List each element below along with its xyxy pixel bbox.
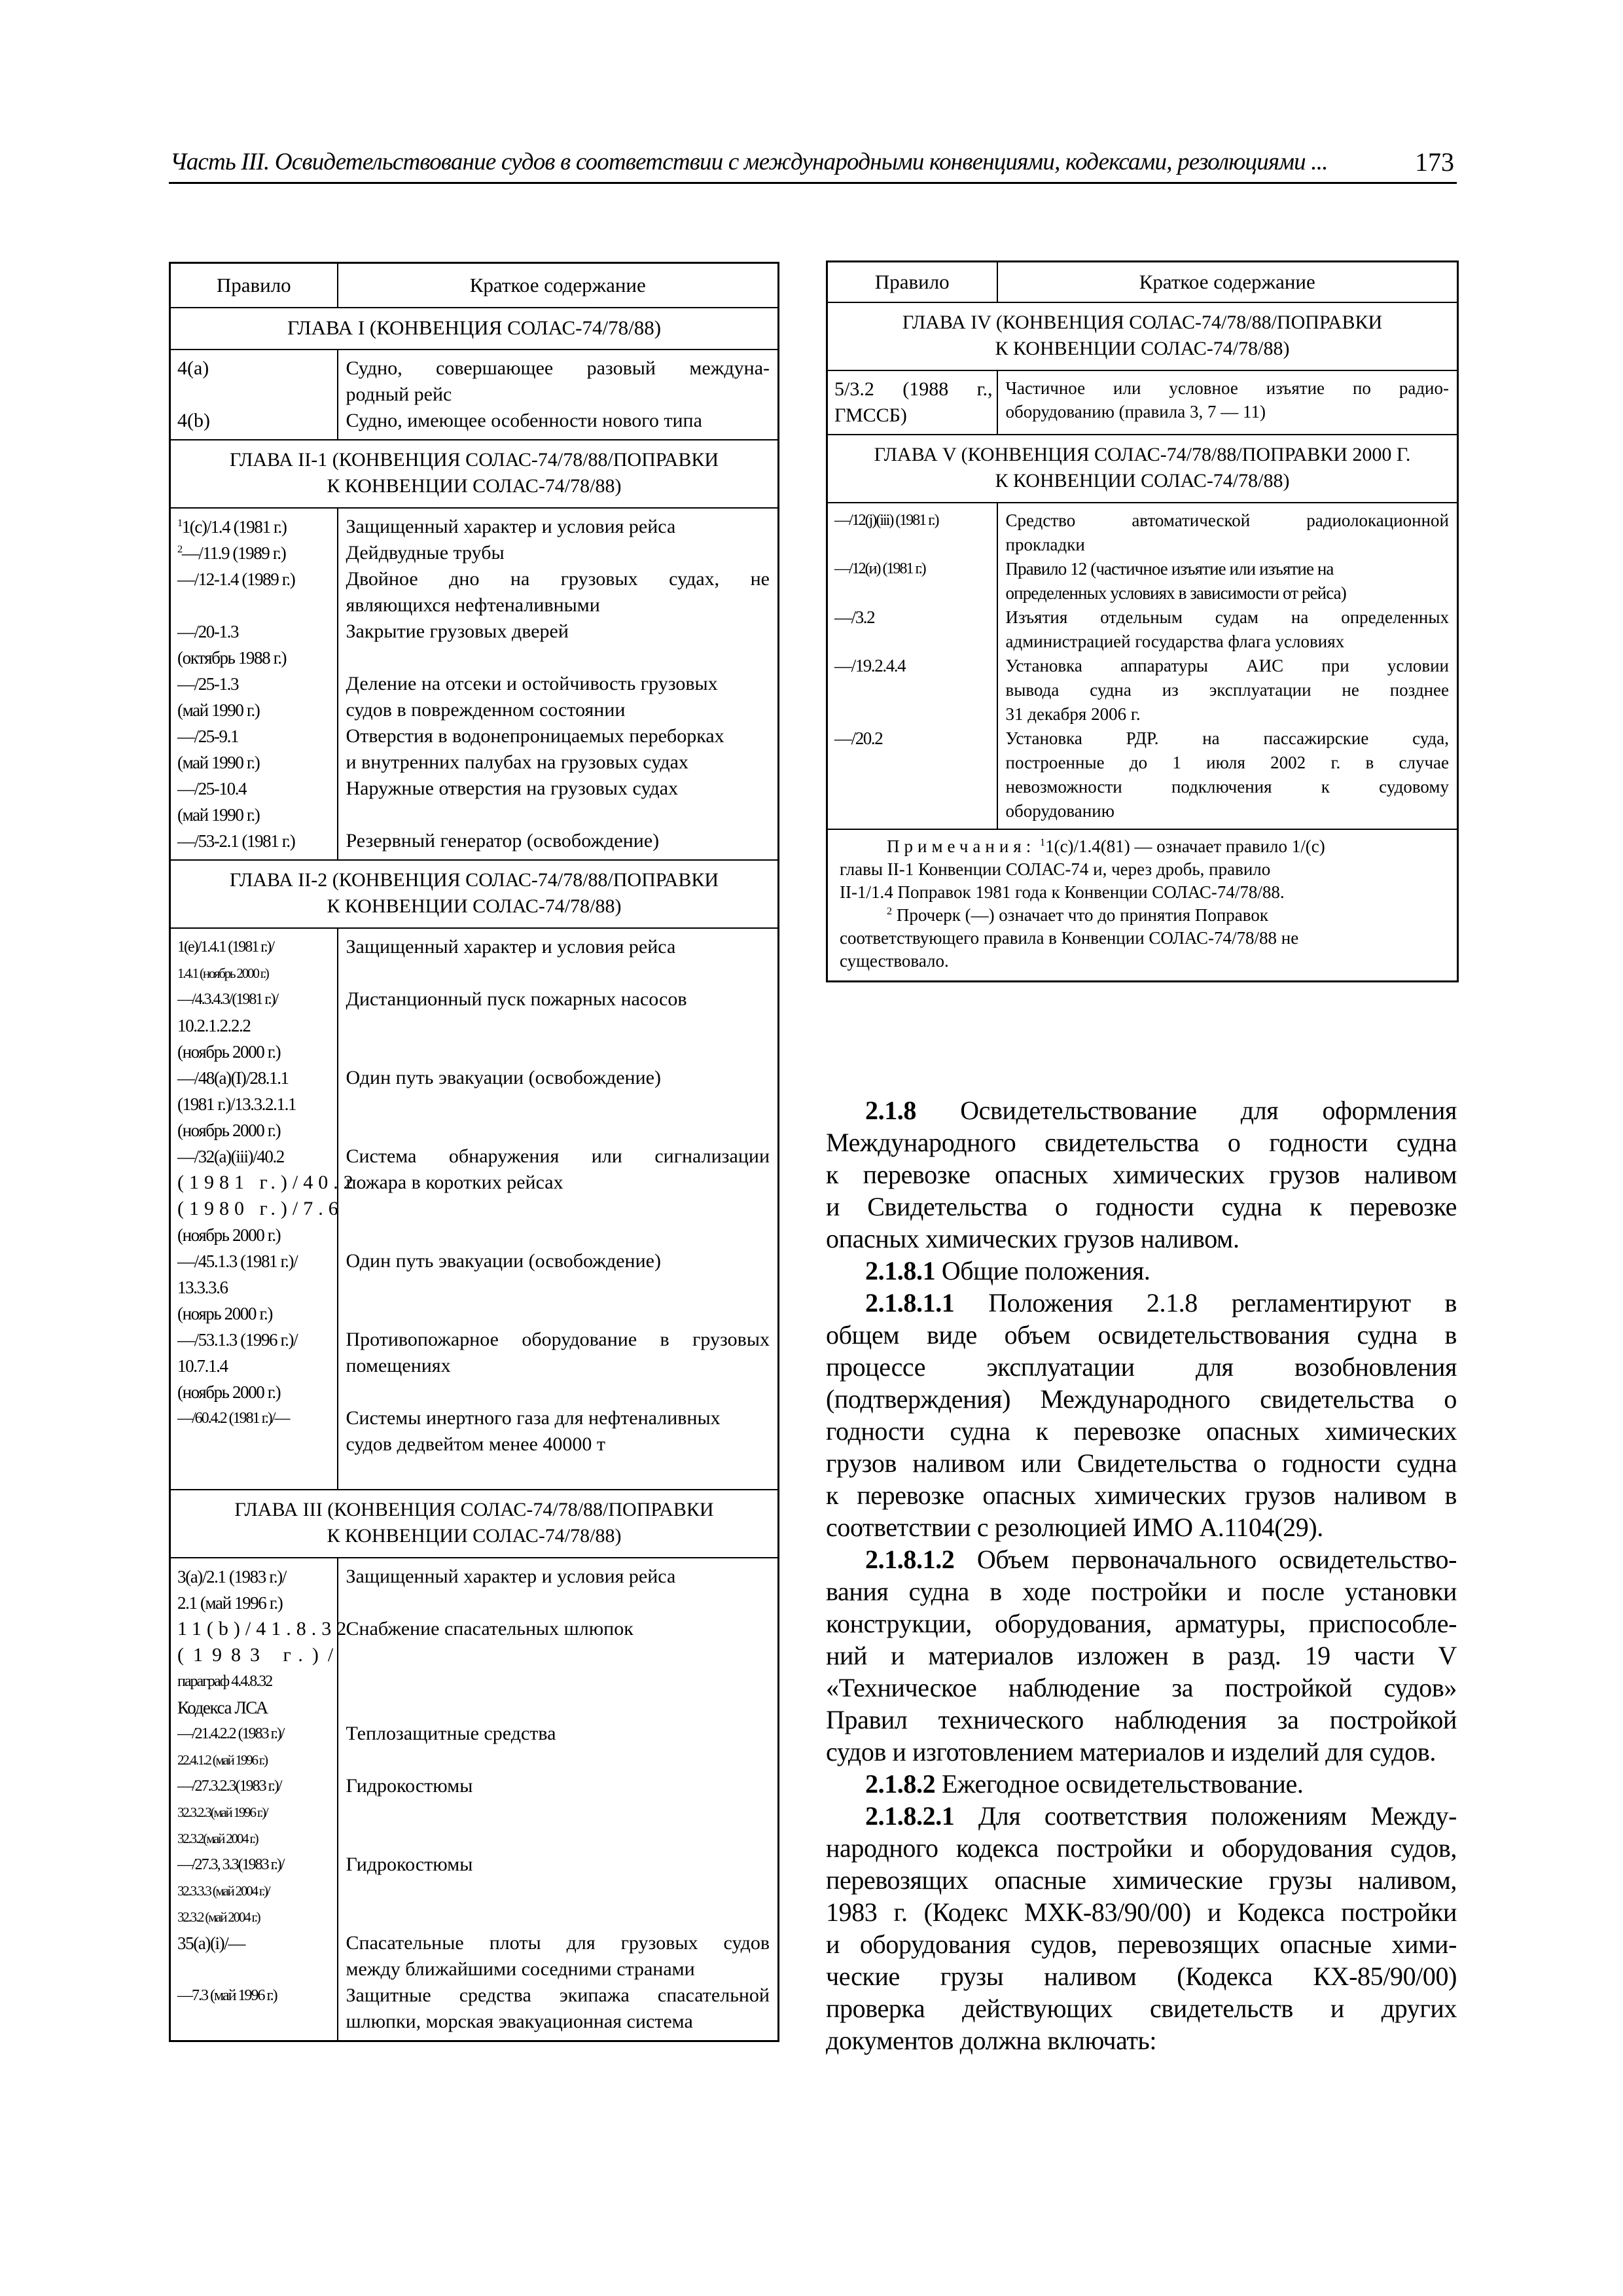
rule-cell: —/12(j)(iii) (1981 г.) —/12(и) (1981 г.) —/3.2 —/19.2.4.4 —/20.2 xyxy=(827,503,997,829)
text-line xyxy=(826,1479,1457,1511)
text-line xyxy=(826,1640,1457,1672)
text-content: конструкции, оборудования, арматуры, приспособле- xyxy=(826,1609,1457,1638)
chapter-heading-row xyxy=(170,308,779,350)
text-line xyxy=(826,1607,1457,1640)
rule-cell: 1(e)/1.4.1 (1981 г.)/ 1.4.1 (ноябрь 2000 г.) —/4.3.4.3/(1981 г.)/ 10.2.1.2.2.2 (ноябрь 2000 г.) —/48(a)(I)/28.1.1 (1981 г.)/13.3.2.1.1 (ноябрь 2000 г.) —/32(a)(iii)/40.2 (1981 г.)/40.2 (1980 г.)/7.6 (ноябрь 2000 г.) —/45.1.3 (1981 г.)/ 13.3.3.6 (ноярь 2000 г.) —/53.1.3 (1996 г.)/ 10.7.1.4 (ноябрь 2000 г.) —/60.4.2 (1981 г.)/— xyxy=(170,928,338,1490)
summary-cell: Защищенный характер и условия рейса Снабжение спасательных шлюпок Теплозащитные средства Гидрокостюмы Гидрокостюмы Спасательные плоты для грузовых судов между ближайшими соседними странами Защитные средства экипажа спасательной шлюпки, морская эвакуационная система xyxy=(338,1558,779,2041)
chapter-heading-1: ГЛАВА I (КОНВЕНЦИЯ СОЛАС-74/78/88) xyxy=(170,308,779,350)
section-number: 2.1.8.2 xyxy=(865,1769,936,1799)
text-line xyxy=(826,1992,1457,2024)
text-content: ческие грузы наливом (Кодекса КХ-85/90/00) xyxy=(826,1962,1457,1991)
chapter-heading-2-2: ГЛАВА II-2 (КОНВЕНЦИЯ СОЛАС-74/78/88/ПОПРАВКИ К КОНВЕНЦИИ СОЛАС-74/78/88) xyxy=(170,860,779,928)
summary-cell: Защищенный характер и условия рейса Дейдвудные трубы Двойное дно на грузовых судах, не являющихся нефтеналивными Закрытие грузовых дверей Деление на отсеки и остойчивость грузовых судов в поврежденном состоянии Отверстия в водонепроницаемых переборках и внутренних палубах на грузовых судах Наружные отверстия на грузовых судах Резервный генератор (освобождение) xyxy=(338,508,779,860)
table-row xyxy=(827,370,1458,435)
text-line xyxy=(826,1319,1457,1351)
col-header-rule: Правило xyxy=(827,262,997,303)
left-rules-table xyxy=(169,262,779,2042)
text-content: процессе эксплуатации для возобновления xyxy=(826,1352,1457,1382)
text-content: (подтверждения) Международного свидетельства о xyxy=(826,1384,1457,1414)
text-content: к перевозке опасных химических грузов наливом в xyxy=(826,1480,1457,1510)
summary-cell: Средство автоматической радиолокационной прокладки Правило 12 (частичное изъятие или изъятие на определенных условиях в зависимости от рейса) Изъятия отдельным судам на определенных администрацией государства флага условиях Установка аппаратуры АИС при условии вывода судна из эксплуатации не позднее 31 декабря 2006 г. Установка РДР. на пассажирские суда, построенные до 1 июля 2002 г. в случае невозможности подключения к судовому оборудованию xyxy=(997,503,1458,829)
paragraph-start-line xyxy=(826,1094,1457,1126)
table-row xyxy=(170,350,779,440)
text-content: документов должна включать: xyxy=(826,2026,1157,2055)
text-line xyxy=(826,2024,1457,2056)
chapter-heading-3: ГЛАВА III (КОНВЕНЦИЯ СОЛАС-74/78/88/ПОПРАВКИ К КОНВЕНЦИИ СОЛАС-74/78/88) xyxy=(170,1490,779,1558)
page-number: 173 xyxy=(1415,147,1454,177)
text-content: Ежегодное освидетельствование. xyxy=(941,1769,1304,1799)
table-row xyxy=(827,503,1458,829)
text-content: и Свидетельства о годности судна к перевозке xyxy=(826,1192,1457,1221)
table-row xyxy=(170,1558,779,2041)
text-content: Положения 2.1.8 регламентируют в xyxy=(988,1288,1457,1318)
text-line xyxy=(826,1447,1457,1479)
chapter-heading-row xyxy=(827,302,1458,370)
text-line xyxy=(826,1511,1457,1543)
text-line xyxy=(826,1672,1457,1704)
text-content: Для соответствия положениям Между- xyxy=(978,1801,1457,1831)
text-content: опасных химических грузов наливом. xyxy=(826,1224,1240,1253)
body-text xyxy=(826,1094,1457,2056)
text-content: судов и изготовлением материалов и изделий для судов. xyxy=(826,1737,1436,1767)
table-header-row xyxy=(827,262,1458,303)
summary-cell: Судно, совершающее разовый междуна- родный рейс Судно, имеющее особенности нового типа xyxy=(338,350,779,440)
text-line xyxy=(826,1158,1457,1191)
text-content: вания судна в ходе постройки и после установки xyxy=(826,1577,1457,1606)
rule-cell: 3(a)/2.1 (1983 г.)/ 2.1 (май 1996 г.) 11(b)/41.8.32 (1983 г.)/ параграф 4.4.8.32 Кодекса ЛСА —/21.4.2.2 (1983 г.)/ 22.4.1.2 (май 1996 г.) —/27.3.2.3(1983 г.)/ 32.3.2.3(май 1996 г.)/ 32.3.2(май 2004 г.) —/27.3, 3.3(1983 г.)/ 32.3.3.3 (май 2004 г.)/ 32.3.2 (май 2004 г.) 35(a)(i)/— —7.3 (май 1996 г.) xyxy=(170,1558,338,2041)
text-line xyxy=(826,1960,1457,1992)
chapter-heading-5: ГЛАВА V (КОНВЕНЦИЯ СОЛАС-74/78/88/ПОПРАВКИ 2000 Г. К КОНВЕНЦИИ СОЛАС-74/78/88) xyxy=(827,435,1458,503)
table-row xyxy=(170,928,779,1490)
text-content: 1983 г. (Кодекс МХК-83/90/00) и Кодекса постройки xyxy=(826,1897,1457,1927)
text-content: соответствии с резолюцией ИМО A.1104(29). xyxy=(826,1513,1323,1542)
text-content: Международного свидетельства о годности судна xyxy=(826,1128,1457,1157)
section-number: 2.1.8.1.2 xyxy=(865,1545,955,1574)
text-content: и оборудования судов, перевозящих опасные хими- xyxy=(826,1929,1457,1959)
section-number: 2.1.8.1.1 xyxy=(865,1288,955,1318)
chapter-heading-row xyxy=(170,1490,779,1558)
section-number: 2.1.8.1 xyxy=(865,1256,936,1285)
col-header-rule: Правило xyxy=(170,263,338,308)
text-line xyxy=(826,1383,1457,1415)
text-content: Объем первоначального освидетельство- xyxy=(976,1545,1457,1574)
text-line xyxy=(826,1223,1457,1255)
text-line xyxy=(826,1351,1457,1383)
text-line xyxy=(826,1896,1457,1928)
notes-cell: Примечания: $^1$1(c)/1.4(81) — означает правило 1/(c) главы II-1 Конвенции СОЛАС-74 и, через дробь, правило II-1/1.4 Поправок 1981 года к Конвенции СОЛАС-74/78/88. $^2$ Прочерк (—) означает что до принятия Поправок соответствующего правила в Конвенции СОЛАС-74/78/88 не существовало. xyxy=(827,829,1458,982)
paragraph-start-line xyxy=(826,1287,1457,1319)
text-content: Правил технического наблюдения за постройкой xyxy=(826,1705,1457,1734)
text-content: проверка действующих свидетельств и других xyxy=(826,1994,1457,2023)
col-header-summary: Краткое содержание xyxy=(338,263,779,308)
text-content: народного кодекса постройки и оборудования судов, xyxy=(826,1833,1457,1863)
text-content: Освидетельствование для оформления xyxy=(960,1096,1457,1125)
text-line xyxy=(826,1736,1457,1768)
paragraph-start-line xyxy=(826,1255,1457,1287)
page-header xyxy=(169,145,1457,179)
rule-cell: $^1$1(c)/1.4 (1981 г.) $^2$—/11.9 (1989 г.) —/12-1.4 (1989 г.) —/20-1.3 (октябрь 1988 г.) —/25-1.3 (май 1990 г.) —/25-9.1 (май 1990 г.) —/25-10.4 (май 1990 г.) —/53-2.1 (1981 г.) xyxy=(170,508,338,860)
summary-cell: Частичное или условное изъятие по радио- оборудованию (правила 3, 7 — 11) xyxy=(997,370,1458,435)
text-line xyxy=(826,1832,1457,1864)
section-number: 2.1.8.2.1 xyxy=(865,1801,955,1831)
text-content: «Техническое наблюдение за постройкой судов» xyxy=(826,1673,1457,1702)
section-number: 2.1.8 xyxy=(865,1096,917,1125)
text-line xyxy=(826,1126,1457,1158)
text-content: общем виде объем освидетельствования судна в xyxy=(826,1320,1457,1350)
header-rule xyxy=(169,182,1457,184)
chapter-heading-4: ГЛАВА IV (КОНВЕНЦИЯ СОЛАС-74/78/88/ПОПРАВКИ К КОНВЕНЦИИ СОЛАС-74/78/88) xyxy=(827,302,1458,370)
paragraph-start-line xyxy=(826,1768,1457,1800)
summary-cell: Защищенный характер и условия рейса Дистанционный пуск пожарных насосов Один путь эвакуации (освобождение) Система обнаружения или сигнализации пожара в коротких рейсах Один путь эвакуации (освобождение) Противопожарное оборудование в грузовых помещениях Системы инертного газа для нефтеналивных судов дедвейтом менее 40000 т xyxy=(338,928,779,1490)
rule-cell: 5/3.2 (1988 г., ГМССБ) xyxy=(827,370,997,435)
notes-row xyxy=(827,829,1458,982)
chapter-heading-row xyxy=(170,860,779,928)
text-line xyxy=(826,1415,1457,1447)
right-rules-table xyxy=(826,260,1459,982)
text-content: ний и материалов изложен в разд. 19 части V xyxy=(826,1641,1457,1670)
text-content: годности судна к перевозке опасных химических xyxy=(826,1416,1457,1446)
table-row xyxy=(170,508,779,860)
text-content: к перевозке опасных химических грузов наливом xyxy=(826,1160,1457,1189)
chapter-heading-row xyxy=(827,435,1458,503)
rule-cell: 4(a) 4(b) xyxy=(170,350,338,440)
text-line xyxy=(826,1575,1457,1607)
text-line xyxy=(826,1864,1457,1896)
text-line xyxy=(826,1928,1457,1960)
chapter-heading-2-1: ГЛАВА II-1 (КОНВЕНЦИЯ СОЛАС-74/78/88/ПОПРАВКИ К КОНВЕНЦИИ СОЛАС-74/78/88) xyxy=(170,440,779,508)
running-title: Часть III. Освидетельствование судов в соответствии с международными конвенциями, кодексами, резолюциями ... xyxy=(170,149,1328,175)
chapter-heading-row xyxy=(170,440,779,508)
paragraph-start-line xyxy=(826,1543,1457,1575)
table-header-row xyxy=(170,263,779,308)
text-content: Общие положения. xyxy=(941,1256,1150,1285)
text-line xyxy=(826,1191,1457,1223)
text-line xyxy=(826,1704,1457,1736)
text-content: грузов наливом или Свидетельства о годности судна xyxy=(826,1448,1457,1478)
text-content: перевозящих опасные химические грузы наливом, xyxy=(826,1865,1457,1895)
paragraph-start-line xyxy=(826,1800,1457,1832)
col-header-summary: Краткое содержание xyxy=(997,262,1458,303)
